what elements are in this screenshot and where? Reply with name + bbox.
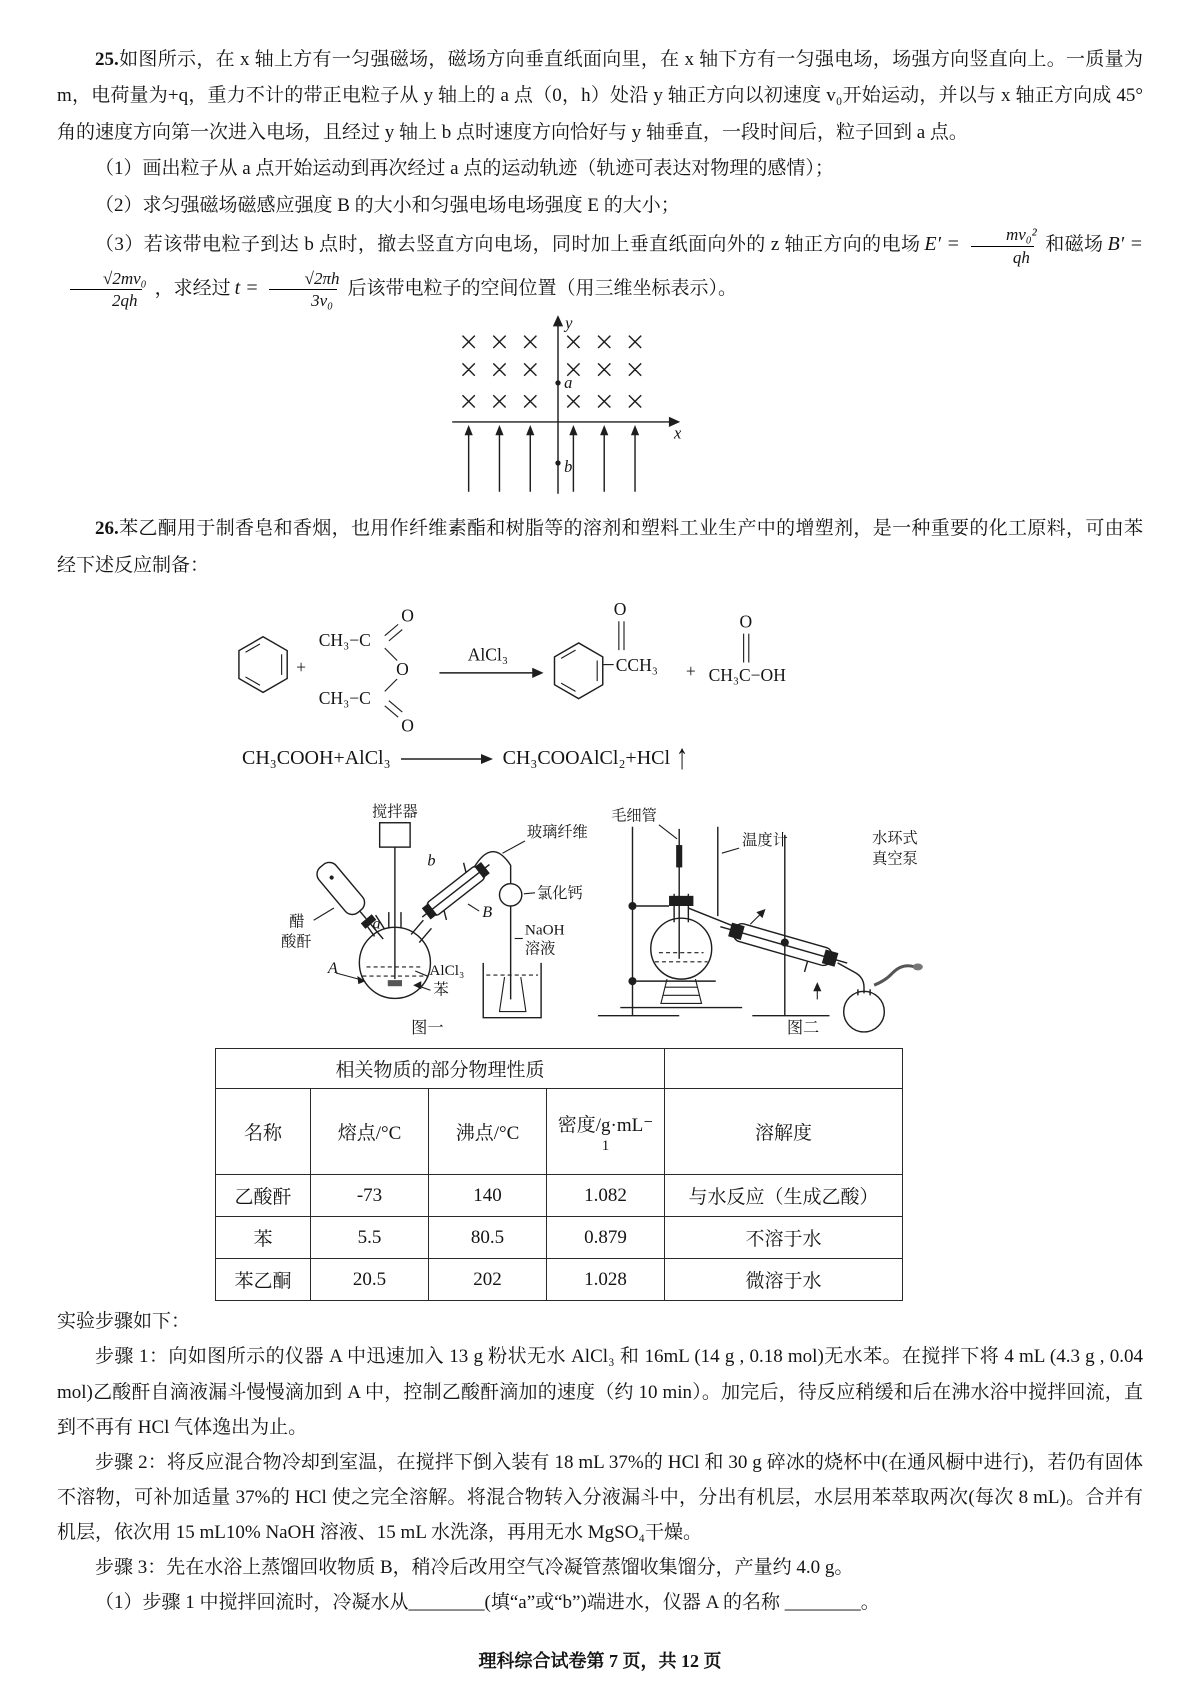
col-header-density bbox=[547, 1089, 665, 1175]
vacuum-hose bbox=[874, 966, 915, 985]
cell-melting: 20.5 bbox=[311, 1259, 429, 1301]
point-a-label: a bbox=[564, 373, 573, 393]
e-prime-fraction bbox=[964, 224, 1041, 268]
q25-item-2: （2）求匀强磁场磁感应强度 B 的大小和匀强电场电场强度 E 的大小； bbox=[95, 194, 680, 216]
plus-sign: + bbox=[296, 657, 306, 678]
figure-2-setup bbox=[598, 808, 923, 1037]
stopper bbox=[669, 896, 693, 906]
q25-number: 25. bbox=[95, 49, 119, 70]
oxygen-ketone: O bbox=[613, 599, 627, 620]
cell-name: 苯 bbox=[216, 1217, 311, 1259]
properties-table bbox=[215, 1048, 903, 1301]
cell-solubility: 与水反应（生成乙酸） bbox=[665, 1175, 903, 1217]
experiment-steps bbox=[57, 1305, 1143, 1620]
catalyst-label: AlCl₃ bbox=[467, 644, 508, 665]
field-diagram bbox=[428, 311, 688, 501]
apparatus-figure bbox=[57, 774, 1143, 1038]
y-axis-label: y bbox=[565, 313, 573, 333]
fraction-denominator: qh bbox=[971, 246, 1034, 268]
cacl2-label: 氯化钙 bbox=[537, 885, 583, 903]
sub-question-1: （1）步骤 1 中搅拌回流时，冷凝水从________(填“a”或“b”)端进水，仪器 A 的名称 ________。 bbox=[95, 1592, 880, 1614]
question-26 bbox=[57, 511, 1143, 1620]
acetic-anhydride-label-2: 酸酐 bbox=[281, 933, 312, 951]
electric-field-arrows bbox=[465, 425, 640, 492]
flask-A-label: A bbox=[327, 959, 338, 978]
magnetic-field-crosses bbox=[462, 336, 641, 408]
point-a-dot bbox=[555, 381, 560, 386]
thermometer-label: 温度计 bbox=[742, 832, 788, 850]
cell-melting: -73 bbox=[311, 1175, 429, 1217]
table-row bbox=[216, 1175, 903, 1217]
distilling-flask bbox=[651, 918, 712, 979]
cell-name: 苯乙酮 bbox=[216, 1259, 311, 1301]
long-right-arrow-icon bbox=[399, 752, 495, 766]
naoh-label-1: NaOH bbox=[524, 921, 565, 939]
figure-2-caption: 图二 bbox=[786, 1019, 820, 1038]
equation-right: CH₃COOAlCl₂+HCl bbox=[502, 747, 671, 770]
q26-intro-paragraph bbox=[57, 511, 1143, 584]
acetic-anhydride-label-1: 醋 bbox=[289, 913, 305, 931]
apparatus-diagram bbox=[275, 774, 925, 1038]
b-prime-lead: B′ = bbox=[1107, 233, 1143, 256]
port-b-label: b bbox=[427, 851, 436, 870]
q25-item-3-text-c: ，求经过 bbox=[154, 277, 231, 299]
point-b-label: b bbox=[564, 457, 573, 477]
cell-density: 1.082 bbox=[547, 1175, 665, 1217]
t-fraction bbox=[263, 268, 344, 312]
q25-item-3-text-d: 后该带电粒子的空间位置（用三维坐标表示）。 bbox=[347, 277, 738, 299]
table-title: 相关物质的部分物理性质 bbox=[216, 1049, 665, 1089]
col-header-solubility: 溶解度 bbox=[665, 1089, 903, 1175]
dropping-funnel bbox=[313, 859, 391, 946]
condenser-B-label: B bbox=[482, 903, 493, 922]
cell-density: 0.879 bbox=[547, 1217, 665, 1259]
naoh-label-2: 溶液 bbox=[524, 941, 556, 959]
page-footer: 理科综合试卷第 7 页，共 12 页 bbox=[478, 1650, 722, 1671]
cell-melting: 5.5 bbox=[311, 1217, 429, 1259]
density-header-main: 密度/g·mL⁻ bbox=[557, 1114, 654, 1136]
cell-solubility: 不溶于水 bbox=[665, 1217, 903, 1259]
figure-1-setup bbox=[281, 804, 588, 1037]
adapter bbox=[838, 963, 864, 993]
steps-intro: 实验步骤如下： bbox=[57, 1311, 191, 1333]
q25-intro-paragraph bbox=[57, 42, 1143, 151]
equation-left: CH₃COOH+AlCl₃ bbox=[242, 747, 391, 770]
col-header-melting: 熔点/°C bbox=[311, 1089, 429, 1175]
receiving-flask bbox=[844, 992, 885, 1033]
hose-end bbox=[913, 964, 923, 971]
cacl2-bulb bbox=[499, 884, 521, 906]
fraction-denominator: 3v₀ bbox=[269, 289, 337, 311]
beaker bbox=[483, 963, 541, 1018]
step-1: 步骤 1：向如图所示的仪器 A 中迅速加入 13 g 粉状无水 AlCl₃ 和 16mL (14 g , 0.18 mol)无水苯。在搅拌下将 4 mL (4.3 g , 0.04 mol)乙酸酐自滴液漏斗慢慢滴加到 A 中，控制乙酸酐滴加的速度（约 10 min）。加完后，待反应稍缓和后在沸水浴中搅拌回流，直到不再有 HCl 气体逸出为止。 bbox=[57, 1346, 1143, 1438]
table-title-spacer bbox=[665, 1049, 903, 1089]
capillary-label: 毛细管 bbox=[611, 807, 657, 825]
plus-sign-2: + bbox=[685, 661, 696, 682]
pump-label-1: 水环式 bbox=[872, 830, 918, 848]
oxygen-mid: O bbox=[396, 659, 409, 680]
step-3: 步骤 3：先在水浴上蒸馏回收物质 B，稍冷后改用空气冷凝管蒸馏收集馏分，产量约 4.0 g。 bbox=[95, 1557, 854, 1579]
cell-boiling: 140 bbox=[429, 1175, 547, 1217]
benzene-label: 苯 bbox=[433, 981, 449, 999]
side-equation bbox=[242, 738, 1143, 778]
table-row bbox=[216, 1217, 903, 1259]
q25-item-3-text-a: （3）若该带电粒子到达 b 点时，撤去竖直方向电场，同时加上垂直纸面向外的 z 轴正方向的电场 bbox=[95, 234, 921, 256]
b-prime-fraction bbox=[61, 268, 151, 312]
y-axis-arrowhead bbox=[553, 315, 563, 326]
port-a-label: a bbox=[372, 914, 381, 933]
reaction-scheme-figure bbox=[57, 584, 1143, 739]
acetophenone bbox=[554, 599, 657, 699]
gas-up-arrow-icon: ↑ bbox=[676, 738, 689, 778]
condenser-2 bbox=[715, 918, 850, 983]
density-header-sub: 1 bbox=[601, 1137, 610, 1154]
cell-density: 1.028 bbox=[547, 1259, 665, 1301]
alcl3-label: AlCl₃ bbox=[429, 962, 465, 980]
pump-label-2: 真空泵 bbox=[872, 850, 918, 868]
q26-number: 26. bbox=[95, 518, 119, 540]
oxygen-top: O bbox=[401, 605, 414, 626]
oxygen-acid: O bbox=[739, 611, 753, 632]
oxygen-bottom: O bbox=[401, 715, 414, 736]
q25-item-1: （1）画出粒子从 a 点开始运动到再次经过 a 点的运动轨迹（轨迹可表达对物理的感情）； bbox=[95, 158, 834, 180]
cell-name: 乙酸酐 bbox=[216, 1175, 311, 1217]
reaction-scheme bbox=[228, 584, 888, 739]
acetyl-group: CCH₃ bbox=[615, 655, 658, 676]
heater bbox=[661, 979, 702, 1003]
ch3c-bottom: CH₃−C bbox=[318, 688, 371, 709]
glass-fiber-label: 玻璃纤维 bbox=[526, 824, 588, 842]
physics-field-figure bbox=[57, 311, 1143, 501]
table-row bbox=[216, 1259, 903, 1301]
col-header-boiling: 沸点/°C bbox=[429, 1089, 547, 1175]
q25-intro-text: 如图所示，在 x 轴上方有一匀强磁场，磁场方向垂直纸面向里，在 x 轴下方有一匀强电场，场强方向竖直向上。一质量为 m，电荷量为+q，重力不计的带正电粒子从 y 轴上的 a 点（0，h）处沿 y 轴正方向以初速度 v₀开始运动，并以与 x 轴正方向成 45°角的速度方向第一次进入电场，且经过 y 轴上 b 点时速度方向恰好与 y 轴垂直，一段时间后，粒子回到 a 点。 bbox=[57, 49, 1143, 143]
acetic-acid bbox=[709, 612, 787, 686]
figure-1-caption: 图一 bbox=[411, 1019, 444, 1038]
benzene-ring bbox=[239, 637, 287, 693]
ch3c-top: CH₃−C bbox=[318, 630, 371, 651]
stirrer-motor bbox=[380, 823, 410, 847]
acetic-acid-formula: CH₃C−OH bbox=[708, 665, 786, 686]
stirrer-label: 搅拌器 bbox=[372, 803, 418, 821]
t-lead: t = bbox=[234, 276, 259, 299]
question-25 bbox=[57, 42, 1143, 501]
step-2: 步骤 2：将反应混合物冷却到室温，在搅拌下倒入装有 18 mL 37%的 HCl 和 30 g 碎冰的烧杯中(在通风橱中进行)，若仍有固体不溶物，可补加适量 37%的 HCl 使之完全溶解。将混合物转入分液漏斗中，分出有机层，水层用苯萃取两次(每次 8 mL)。合并有机层，依次用 15 mL10% NaOH 溶液、15 mL 水洗涤，再用无水 MgSO₄干燥。 bbox=[57, 1451, 1143, 1544]
q26-intro-text: 苯乙酮用于制香皂和香烟，也用作纤维素酯和树脂等的溶剂和塑料工业生产中的增塑剂，是一种重要的化工原料，可由苯经下述反应制备： bbox=[57, 518, 1143, 576]
x-axis-label: x bbox=[674, 423, 682, 443]
fraction-numerator: √2mv₀ bbox=[103, 268, 147, 288]
q25-item-3 bbox=[57, 224, 1143, 311]
flask-in-beaker bbox=[499, 977, 525, 1012]
acetic-anhydride bbox=[319, 606, 414, 736]
fraction-denominator: 2qh bbox=[70, 289, 142, 311]
col-header-name: 名称 bbox=[216, 1089, 311, 1175]
fraction-numerator: mv₀² bbox=[1005, 225, 1037, 245]
stirrer-paddle bbox=[388, 980, 402, 986]
point-b-dot bbox=[555, 461, 560, 466]
cell-boiling: 80.5 bbox=[429, 1217, 547, 1259]
cell-solubility: 微溶于水 bbox=[665, 1259, 903, 1301]
q25-item-3-text-b: 和磁场 bbox=[1044, 234, 1104, 256]
reaction-arrow bbox=[439, 645, 543, 679]
fraction-numerator: √2πh bbox=[304, 268, 340, 288]
cell-boiling: 202 bbox=[429, 1259, 547, 1301]
e-prime-lead: E′ = bbox=[924, 233, 960, 256]
